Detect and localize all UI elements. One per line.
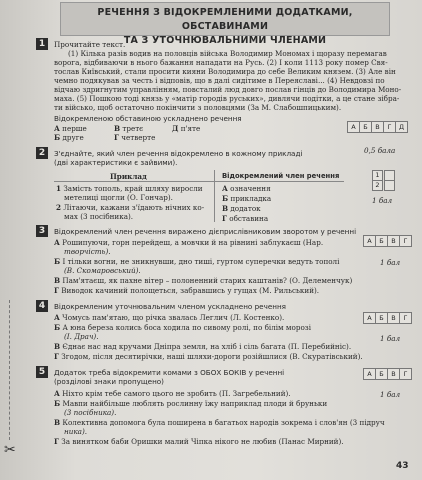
task-4-answer-grid[interactable] [364, 312, 412, 324]
task-5-prompt: Додаток треба відокремити комами з ОБОХ БОКІВ у реченні [54, 368, 285, 377]
answer-cell[interactable]: Г [383, 121, 396, 133]
answer-cell[interactable]: Б [375, 368, 388, 380]
scissors-icon: ✂ [4, 442, 16, 458]
task-4-option-b[interactable]: Б А юна береза колись боса ходила по сивому ролі, по білім морозі [54, 323, 311, 332]
task-1-text-line: відчаю здригнутим управлінням, повсталий люд довго послав гінців до Володимира Моно- [54, 85, 402, 94]
task-1-prompt: Прочитайте текст. [54, 40, 126, 49]
task-1-text-line: чемно подякував за честь і відповів, що в далі сидітиме в Переяславі... (4) Невдовзі по [54, 76, 385, 85]
task-1-option-g[interactable]: Г четверте [114, 133, 156, 142]
task-2-prompt: З'єднайте, який член речення відокремлено в кожному прикладі [54, 149, 303, 158]
task-4-option-g[interactable]: Г Згодом, після десятирічки, наші шляхи-дороги розійшлися (В. Скуратівський). [54, 352, 363, 361]
task-2-answer-b: Б прикладка [222, 194, 272, 203]
answer-cell[interactable]: А [363, 312, 376, 324]
task-1-text-line: (1) Кілька разів водив на половців війська Володимир Мономах і щоразу перемагав [68, 49, 387, 58]
task-5-points: 1 бал [380, 390, 401, 399]
task-1-number: 1 [36, 38, 48, 50]
task-1-points: 0,5 бала [364, 146, 396, 155]
task-1-answer-grid[interactable] [348, 121, 408, 133]
answer-cell[interactable]: Г [399, 368, 412, 380]
task-1-text-line: ворога, відбиваючи в нього бажання нападати на Русь. (2) І коли 1113 року помер Свя- [54, 58, 388, 67]
task-2-example-2-cont: мах (3 посібника). [64, 212, 134, 221]
task-4-number: 4 [36, 300, 48, 312]
answer-cell[interactable]: В [371, 121, 384, 133]
task-4-option-a[interactable]: А Чомусь пам'ятаю, що річка звалась Леглич (Л. Костенко). [54, 313, 285, 322]
answer-cell[interactable]: В [387, 312, 400, 324]
task-5-prompt-2: (розділові знаки пропущено) [54, 377, 164, 386]
task-5-option-g[interactable]: Г За винятком баби Оришки малий Чіпка нікого не любив (Панас Мирний). [54, 437, 344, 446]
page-number: 43 [396, 461, 409, 471]
task-4-points: 1 бал [380, 334, 401, 343]
task-3-option-a-cont: творчість). [64, 247, 111, 256]
cut-line [9, 300, 10, 440]
answer-cell[interactable]: Б [375, 312, 388, 324]
answer-cell[interactable]: Д [395, 121, 408, 133]
answer-cell[interactable]: А [347, 121, 360, 133]
task-1-option-a[interactable]: А перше [54, 124, 87, 133]
task-2-answer-a: А означення [222, 184, 271, 193]
task-1-option-b[interactable]: Б друге [54, 133, 84, 142]
table-divider [54, 181, 344, 182]
task-1-text-line: маха. (5) Пошкою тоді князь у «матір городів руських», дивлячи подітки, а це стане зібра- [54, 94, 400, 103]
task-5-option-v-cont: ника). [64, 427, 88, 436]
task-2-number: 2 [36, 147, 48, 159]
task-2-answer-box-2[interactable]: 2 [372, 180, 383, 191]
task-3-option-a[interactable]: А Рошипуючи, горн перейдеш, а мовчки й на рівнині заблукаєш (Нар. [54, 238, 324, 247]
task-2-example-1: 1 Замість тополь, край шляху виросли [56, 184, 203, 193]
task-4-option-b-cont: (І. Драч). [64, 332, 99, 341]
answer-cell[interactable]: В [387, 235, 400, 247]
task-2-example-2: 2 Літаючи, кажани з'їдають нічних ко- [56, 203, 205, 212]
task-3-points: 1 бал [380, 258, 401, 267]
task-4-prompt: Відокремленим уточнювальним членом ускладнено речення [54, 302, 286, 311]
answer-cell[interactable]: Б [375, 235, 388, 247]
task-2-answer-g: Г обставина [222, 214, 269, 223]
answer-cell[interactable]: Б [359, 121, 372, 133]
task-2-answer-box-1[interactable]: 1 [372, 170, 383, 181]
task-3-option-g[interactable]: Г Виводок качиний полощеться, забравшись у гущах (М. Рильський). [54, 286, 320, 295]
task-2-example-1-cont: метелиці щогли (О. Гончар). [64, 193, 173, 202]
task-5-option-v[interactable]: В Колективна допомога була поширена в багатьох народів зокрема і слов'ян (3 підруч [54, 418, 385, 427]
task-3-option-b[interactable]: Б І тільки вогни, не зникнувши, дно тиші, гуртом суперечки ведуть тополі [54, 257, 340, 266]
answer-cell[interactable]: В [387, 368, 400, 380]
task-3-answer-grid[interactable] [364, 235, 412, 247]
task-1-option-d[interactable]: Д п'яте [172, 124, 201, 133]
task-2-prompt-2: (дві характеристики є зайвими). [54, 158, 178, 167]
task-1-text-line: ти військо, щоб остаточно покінчити з половцями (За М. Слабошпицьким). [54, 103, 342, 112]
task-3-option-b-cont: (В. Скомаровський). [64, 266, 141, 275]
task-4-option-v[interactable]: В Єднає нас над кручами Дніпра земля, на хліб і сіль багата (П. Перебийніс). [54, 342, 352, 351]
task-1-option-v[interactable]: В третє [114, 124, 144, 133]
task-2-col2-header: Відокремлений член речення [222, 172, 340, 180]
answer-cell[interactable]: Г [399, 312, 412, 324]
task-3-option-v[interactable]: В Пам'ятаєш, як пахне вітер – полоненний старих каштанів? (О. Делеменчук) [54, 276, 353, 285]
answer-cell[interactable]: А [363, 235, 376, 247]
task-5-option-b-cont: (3 посібника). [64, 408, 117, 417]
task-5-option-a[interactable]: А Ніхто крім тебе самого цього не зробить (П. Загребельний). [54, 389, 291, 398]
task-2-answer-input[interactable] [384, 180, 395, 191]
task-1-question: Відокремленою обставиною ускладнено речення [54, 114, 242, 123]
task-3-number: 3 [36, 225, 48, 237]
table-divider [214, 170, 215, 222]
answer-cell[interactable]: Г [399, 235, 412, 247]
task-5-answer-grid[interactable] [364, 368, 412, 380]
task-1-text-line: тослав Київський, стали просити кияни Володимира до себе Великим князем. (3) Але він [54, 67, 396, 76]
task-2-points: 1 бал [372, 196, 393, 205]
task-3-prompt: Відокремлений член речення виражено дієприслівниковим зворотом у реченні [54, 227, 357, 236]
task-2-col1-header: Приклад [110, 172, 147, 181]
header-line-1: РЕЧЕННЯ З ВІДОКРЕМЛЕНИМИ ДОДАТКАМИ, ОБСТАВИНАМИ [97, 7, 353, 32]
task-5-number: 5 [36, 366, 48, 378]
task-5-option-b[interactable]: Б Мавпи найбільше люблять рослинну їжу наприклад плоди й бруньки [54, 399, 328, 408]
answer-cell[interactable]: А [363, 368, 376, 380]
header-line-2: ТА З УТОЧНЮВАЛЬНИМИ ЧЛЕНАМИ [123, 35, 327, 46]
task-2-answer-v: В додаток [222, 204, 261, 213]
